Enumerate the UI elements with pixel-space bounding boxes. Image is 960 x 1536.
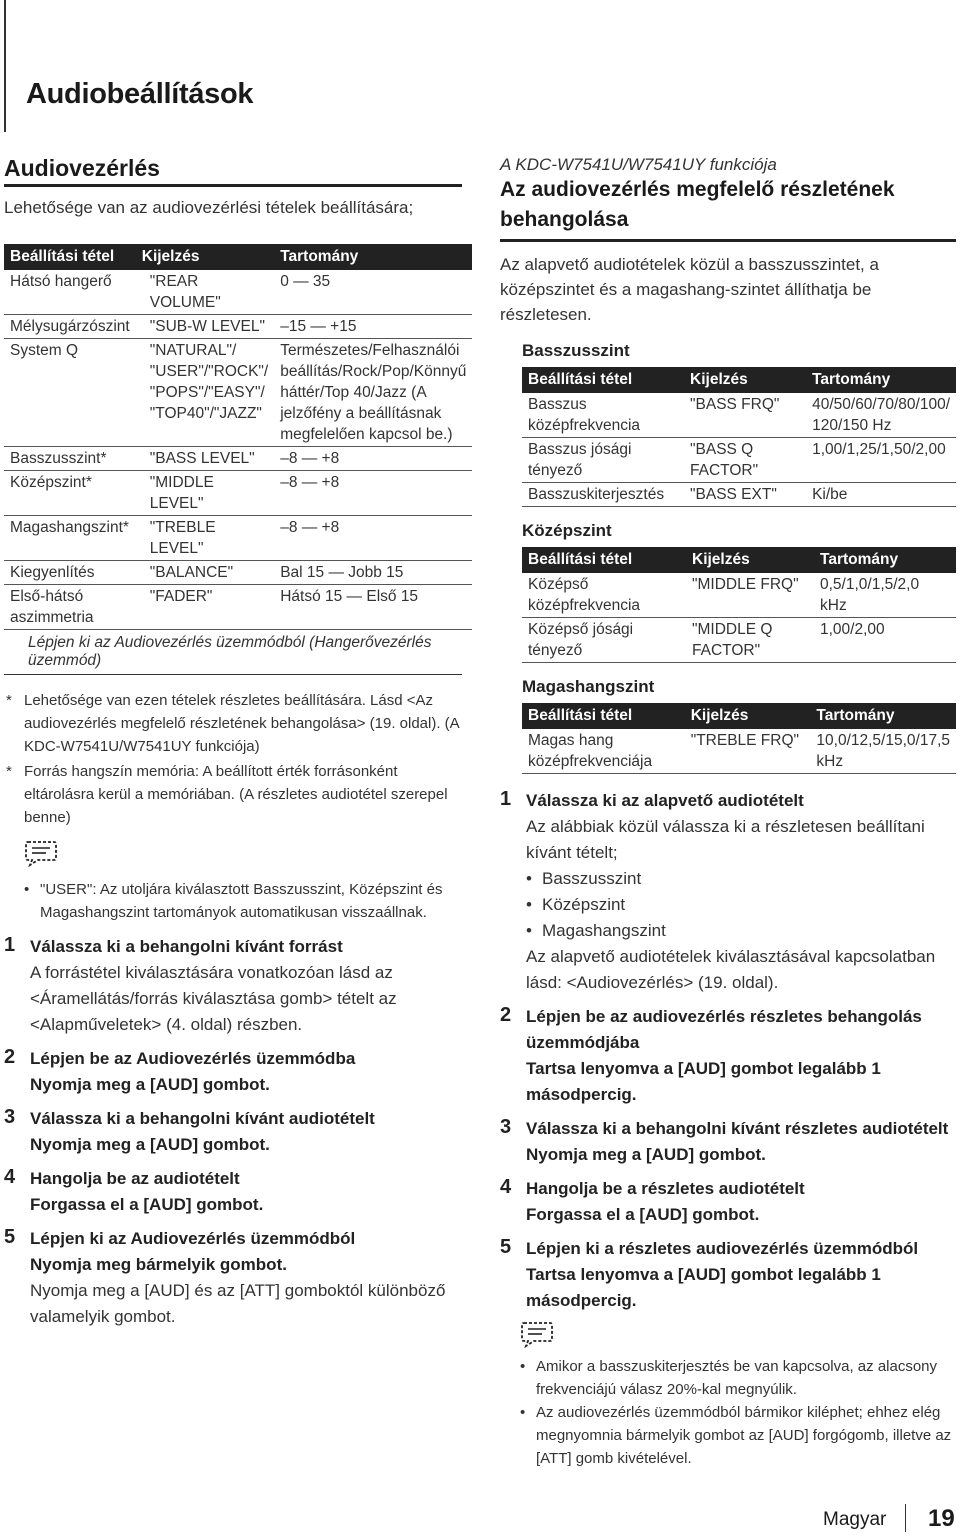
step-number: 2 xyxy=(4,1046,16,1068)
cell-item: Basszus jósági tényező xyxy=(522,438,684,483)
step-title: Hangolja be az audiotételt xyxy=(30,1169,240,1188)
table-row xyxy=(4,339,472,447)
subsection-title: Magashangszint xyxy=(522,677,655,696)
cell-range: 0 — 35 xyxy=(274,270,472,315)
step-desc: Az alapvető audiotételek kiválasztásával kapcsolatban lásd: <Audiovezérlés> (19. oldal). xyxy=(526,947,936,992)
cell-display: "BASS LEVEL" xyxy=(136,447,274,471)
step-number: 3 xyxy=(500,1116,512,1138)
left-column xyxy=(4,155,467,1330)
cell-range: 0,5/1,0/1,5/2,0 kHz xyxy=(814,573,956,618)
step-action: Nyomja meg a [AUD] gombot. xyxy=(30,1135,270,1154)
page-title: Audiobeállítások xyxy=(26,78,254,110)
cell-item: Középső jósági tényező xyxy=(522,618,686,663)
note-icon xyxy=(520,1320,554,1348)
detail-table xyxy=(522,547,956,663)
cell-display: "NATURAL"/ "USER"/"ROCK"/ "POPS"/"EASY"/ "TOP40"/"JAZZ" xyxy=(136,339,274,447)
cell-item: Magashangszint* xyxy=(4,516,136,561)
cell-range: Ki/be xyxy=(806,483,956,507)
footer-divider xyxy=(905,1504,906,1532)
step-number: 5 xyxy=(500,1236,512,1258)
table-row xyxy=(522,393,956,438)
cell-item: Középszint* xyxy=(4,471,136,516)
step-title: Hangolja be a részletes audiotételt xyxy=(526,1179,805,1198)
step-number: 1 xyxy=(4,934,16,956)
table-row xyxy=(4,585,472,630)
cell-item: Kiegyenlítés xyxy=(4,561,136,585)
cell-display: "REAR VOLUME" xyxy=(136,270,274,315)
step-action: Nyomja meg a [AUD] gombot. xyxy=(30,1075,270,1094)
step-1 xyxy=(500,788,956,996)
detail-table xyxy=(522,703,956,774)
col-header-range: Tartomány xyxy=(274,244,472,270)
col-header-item: Beállítási tétel xyxy=(4,244,136,270)
cell-item: Magas hang középfrekvenciája xyxy=(522,729,685,774)
step-title: Lépjen ki az Audiovezérlés üzemmódból xyxy=(30,1229,356,1248)
step-title: Lépjen be az Audiovezérlés üzemmódba xyxy=(30,1049,356,1068)
cell-display: "BALANCE" xyxy=(136,561,274,585)
col-header-display: Kijelzés xyxy=(685,703,811,729)
step-action: Forgassa el a [AUD] gombot. xyxy=(526,1205,760,1224)
col-header-display: Kijelzés xyxy=(136,244,274,270)
col-header-display: Kijelzés xyxy=(684,367,806,393)
cell-display: "MIDDLE FRQ" xyxy=(686,573,814,618)
col-header-range: Tartomány xyxy=(814,547,956,573)
cell-item: Középső középfrekvencia xyxy=(522,573,686,618)
step-title: Válassza ki az alapvető audiotételt xyxy=(526,791,804,810)
col-header-range: Tartomány xyxy=(810,703,956,729)
table-footer-note: Lépjen ki az Audiovezérlés üzemmódból (Hangerővezérlés üzemmód) xyxy=(4,630,462,675)
step-list-item: • Magashangszint xyxy=(524,918,956,944)
step-3 xyxy=(500,1116,956,1168)
cell-display: "MIDDLE Q FACTOR" xyxy=(686,618,814,663)
table-row xyxy=(522,729,956,774)
cell-range: 1,00/2,00 xyxy=(814,618,956,663)
note-1: * Lehetősége van ezen tételek részletes beállítására. Lásd <Az audiovezérlés megfelelő részletének behangolása> (19. oldal). (A KDC-W7541U/W7541UY funkciója) xyxy=(6,692,459,755)
cell-display: "BASS EXT" xyxy=(684,483,806,507)
step-4 xyxy=(500,1176,956,1228)
cell-display: "BASS FRQ" xyxy=(684,393,806,438)
step-desc: Az alábbiak közül válassza ki a részletesen beállítani kívánt tételt; xyxy=(526,817,925,862)
step-list-item: • Középszint xyxy=(524,892,956,918)
table-row xyxy=(4,561,472,585)
cell-display: "TREBLE LEVEL" xyxy=(136,516,274,561)
step-4 xyxy=(4,1166,462,1218)
section-heading-detail: Az audiovezérlés megfelelő részletének behangolása xyxy=(500,175,956,242)
step-number: 4 xyxy=(4,1166,16,1188)
col-header-range: Tartomány xyxy=(806,367,956,393)
cell-display: "SUB-W LEVEL" xyxy=(136,315,274,339)
note-2: * Forrás hangszín memória: A beállított érték forrásonként eltárolásra kerül a memóriában. (A részletes audiotétel szerepel benne) xyxy=(6,763,448,826)
tip-user: • "USER": Az utoljára kiválasztott Basszusszint, Középszint és Magashangszint tartományok automatikusan visszaállnak. xyxy=(22,878,462,924)
cell-range: Hátsó 15 — Első 15 xyxy=(274,585,472,630)
cell-range: 40/50/60/70/80/100/ 120/150 Hz xyxy=(806,393,956,438)
cell-range: –8 — +8 xyxy=(274,447,472,471)
step-action: Tartsa lenyomva a [AUD] gombot legalább 1 másodpercig. xyxy=(526,1059,881,1104)
step-action: Nyomja meg bármelyik gombot. xyxy=(30,1255,287,1274)
step-title: Válassza ki a behangolni kívánt forrást xyxy=(30,937,343,956)
cell-range: –8 — +8 xyxy=(274,471,472,516)
table-row xyxy=(4,516,472,561)
step-1 xyxy=(4,934,462,1038)
cell-display: "MIDDLE LEVEL" xyxy=(136,471,274,516)
intro-text: Lehetősége van az audiovezérlési tételek beállítására; xyxy=(4,198,414,217)
table-row xyxy=(522,618,956,663)
table-row xyxy=(4,447,472,471)
section-heading-audio-control: Audiovezérlés xyxy=(4,155,462,187)
table-row xyxy=(4,270,472,315)
step-3 xyxy=(4,1106,462,1158)
cell-item: Mélysugárzószint xyxy=(4,315,136,339)
right-intro: Az alapvető audiotételek közül a basszusszintet, a középszintet és a magashang-szintet állíthatja be részletesen. xyxy=(500,255,879,324)
subsection-title: Basszusszint xyxy=(522,341,630,360)
step-title: Válassza ki a behangolni kívánt audiotételt xyxy=(30,1109,375,1128)
step-title: Válassza ki a behangolni kívánt részletes audiotételt xyxy=(526,1119,949,1138)
step-number: 2 xyxy=(500,1004,512,1026)
cell-item: Hátsó hangerő xyxy=(4,270,136,315)
step-2 xyxy=(4,1046,462,1098)
table-row xyxy=(522,438,956,483)
step-number: 4 xyxy=(500,1176,512,1198)
cell-display: "FADER" xyxy=(136,585,274,630)
step-title: Lépjen ki a részletes audiovezérlés üzemmódból xyxy=(526,1239,919,1258)
note-icon xyxy=(24,839,58,867)
col-header-item: Beállítási tétel xyxy=(522,703,685,729)
cell-range: 10,0/12,5/15,0/17,5 kHz xyxy=(810,729,956,774)
table-row xyxy=(522,483,956,507)
page-number: 19 xyxy=(928,1505,955,1532)
tip-bass-ext: • Amikor a basszuskiterjesztés be van kapcsolva, az alacsony frekvenciájú válasz 20%-kal megnyúlik. xyxy=(518,1355,956,1401)
cell-item: Első-hátsó aszimmetria xyxy=(4,585,136,630)
cell-item: Basszus középfrekvencia xyxy=(522,393,684,438)
step-number: 1 xyxy=(500,788,512,810)
detail-table xyxy=(522,367,956,507)
table-row xyxy=(4,471,472,516)
right-column xyxy=(500,155,956,1470)
subsection-title: Középszint xyxy=(522,521,612,540)
cell-range: Természetes/Felhasználói beállítás/Rock/Pop/Könnyű háttér/Top 40/Jazz (A jelzőfény a beállításnak megfelelően kapcsol be.) xyxy=(274,339,472,447)
col-header-display: Kijelzés xyxy=(686,547,814,573)
step-action: Nyomja meg a [AUD] gombot. xyxy=(526,1145,766,1164)
cell-range: –15 — +15 xyxy=(274,315,472,339)
col-header-item: Beállítási tétel xyxy=(522,367,684,393)
step-2 xyxy=(500,1004,956,1108)
col-header-item: Beállítási tétel xyxy=(522,547,686,573)
step-5 xyxy=(500,1236,956,1314)
cell-display: "BASS Q FACTOR" xyxy=(684,438,806,483)
audio-settings-table xyxy=(4,244,472,630)
footer-language: Magyar xyxy=(823,1509,887,1530)
cell-item: Basszusszint* xyxy=(4,447,136,471)
step-5 xyxy=(4,1226,462,1330)
table-row xyxy=(4,315,472,339)
margin-line xyxy=(4,0,6,132)
step-title: Lépjen be az audiovezérlés részletes behangolás üzemmódjába xyxy=(526,1007,922,1052)
step-action: Tartsa lenyomva a [AUD] gombot legalább 1 másodpercig. xyxy=(526,1265,881,1310)
cell-range: 1,00/1,25/1,50/2,00 xyxy=(806,438,956,483)
step-desc: A forrástétel kiválasztására vonatkozóan lásd az <Áramellátás/forrás kiválasztása gomb> tételt az <Alapműveletek> (4. oldal) részben. xyxy=(30,963,397,1034)
table-row xyxy=(522,573,956,618)
cell-display: "TREBLE FRQ" xyxy=(685,729,811,774)
step-list-item: • Basszusszint xyxy=(524,866,956,892)
step-desc: Nyomja meg a [AUD] és az [ATT] gomboktól különböző valamelyik gombot. xyxy=(30,1281,446,1326)
cell-item: Basszuskiterjesztés xyxy=(522,483,684,507)
step-action: Forgassa el a [AUD] gombot. xyxy=(30,1195,264,1214)
cell-range: –8 — +8 xyxy=(274,516,472,561)
function-note: A KDC-W7541U/W7541UY funkciója xyxy=(500,155,777,174)
step-number: 3 xyxy=(4,1106,16,1128)
cell-range: Bal 15 — Jobb 15 xyxy=(274,561,472,585)
step-number: 5 xyxy=(4,1226,16,1248)
tip-exit: • Az audiovezérlés üzemmódból bármikor kiléphet; ehhez elég megnyomnia bármelyik gombot az [AUD] forgógomb, illetve az [ATT] gomb kivételével. xyxy=(518,1401,956,1470)
cell-item: System Q xyxy=(4,339,136,447)
